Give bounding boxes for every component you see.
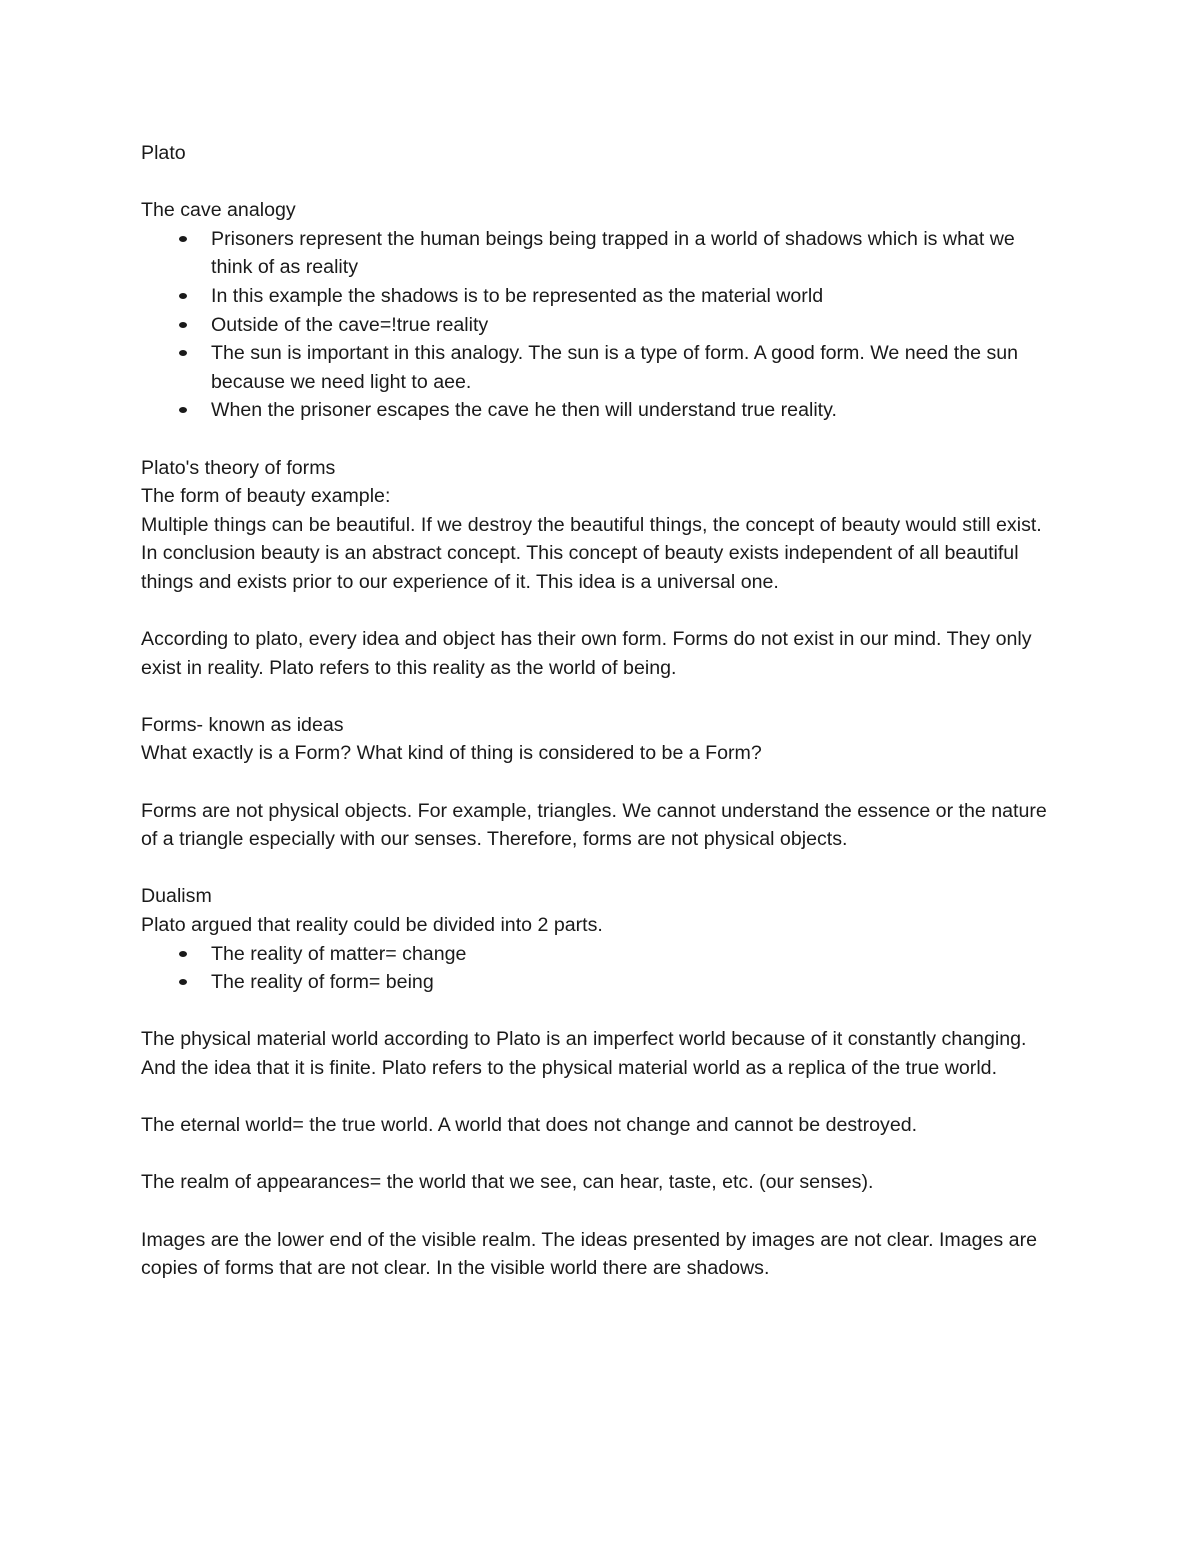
ideas-paragraph: Forms are not physical objects. For example, triangles. We cannot understand the essence or the nature of a triangle especially with our senses. Therefore, forms are not physical objects. [141,799,1047,851]
ideas-question: What exactly is a Form? What kind of thing is considered to be a Form? [141,742,762,765]
plato-paragraph: According to plato, every idea and object has their own form. Forms do not exist in our mind. They only exist in reality. Plato refers to this reality as the world of being. [141,628,1032,679]
list-item-text: The reality of matter= change [211,942,467,965]
cave-heading: The cave analogy [141,199,296,222]
list-item [141,396,1061,425]
spacer [141,168,1061,197]
list-item-text: Prisoners represent the human beings being trapped in a world of shadows which is what we think of as reality [211,227,1015,279]
list-item-text: The reality of form= being [211,971,434,994]
dualism-heading: Dualism [141,885,212,908]
list-item-text: The sun is important in this analogy. The sun is a type of form. A good form. We need the sun because we need light to aee. [211,342,1019,393]
spacer [141,854,1061,883]
document-title: Plato [141,142,186,164]
spacer [141,682,1061,711]
list-item [141,282,1061,311]
beauty-paragraph: Multiple things can be beautiful. If we destroy the beautiful things, the concept of beauty would still exist. In conclusion beauty is an abstract concept. This concept of beauty exists independent of all beautiful things and exists prior to our experience of it. This idea is a universal one. [141,513,1042,593]
bullet-icon [179,293,187,299]
cave-bullet-list [141,225,1061,425]
list-item [141,940,1061,969]
spacer [141,1197,1061,1226]
bullet-icon [179,236,187,242]
list-item-text: In this example the shadows is to be represented as the material world [211,284,824,307]
bullet-icon [179,350,187,356]
spacer [141,768,1061,797]
bullet-icon [179,322,187,328]
ideas-heading: Forms- known as ideas [141,713,344,736]
bullet-icon [179,407,187,413]
list-item [141,311,1061,340]
bullet-icon [179,979,187,985]
material-world-paragraph: The physical material world according to Plato is an imperfect world because of it constantly changing. And the idea that it is finite. Plato refers to the physical material world as a replica of the true world. [141,1028,1027,1079]
forms-subheading: The form of beauty example: [141,485,391,508]
document-page [141,139,1061,1283]
list-item [141,339,1061,396]
bullet-icon [179,951,187,957]
spacer [141,1083,1061,1112]
list-item [141,225,1061,282]
spacer [141,1140,1061,1169]
images-paragraph: Images are the lower end of the visible realm. The ideas presented by images are not clear. Images are copies of forms that are not clear. In the visible world there are shadows. [141,1228,1037,1280]
spacer [141,997,1061,1026]
forms-heading: Plato's theory of forms [141,456,336,479]
dualism-intro: Plato argued that reality could be divided into 2 parts. [141,914,603,937]
list-item [141,968,1061,997]
spacer [141,425,1061,454]
dualism-bullet-list [141,940,1061,997]
appearances-paragraph: The realm of appearances= the world that we see, can hear, taste, etc. (our senses). [141,1171,874,1194]
list-item-text: Outside of the cave=!true reality [211,313,489,336]
list-item-text: When the prisoner escapes the cave he then will understand true reality. [211,399,837,422]
spacer [141,597,1061,626]
eternal-world-paragraph: The eternal world= the true world. A world that does not change and cannot be destroyed. [141,1114,918,1137]
